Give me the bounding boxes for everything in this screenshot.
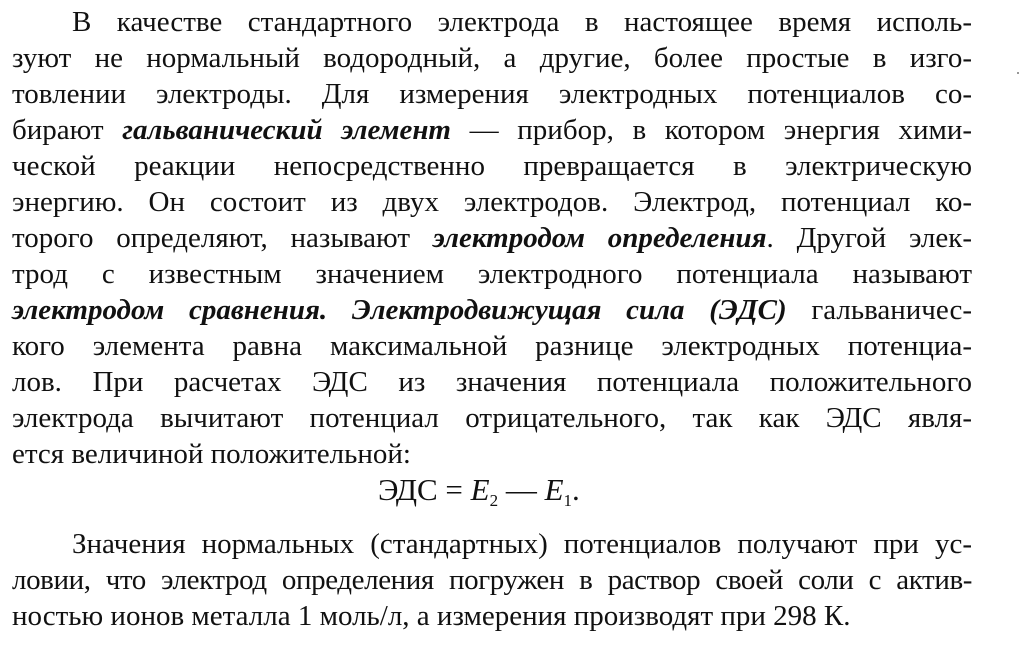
text-line: энергию. Он состоит из двух электродов. Электрод, потенциал ко- [12, 186, 972, 218]
text-line: ностью ионов металла 1 моль/л, а измерения производят при 298 К. [12, 600, 851, 632]
formula-var-e1: E [544, 472, 564, 507]
text-line: лов. При расчетах ЭДС из значения потенциала положительного [12, 366, 972, 398]
text-line: В качестве стандартного электрода в настоящее время исполь- [72, 6, 972, 38]
text-line [12, 220, 972, 256]
text-run: . [319, 294, 328, 326]
formula-var-e2: E [470, 472, 490, 507]
formula-sub-1: 1 [563, 491, 573, 510]
text-line: трод с известным значением электродного потенциала называют [12, 258, 972, 290]
formula-sub-2: 2 [489, 491, 499, 510]
formula-end: . [572, 472, 580, 507]
text-line: зуют не нормальный водородный, а другие, более простые в изго- [12, 42, 972, 74]
text-line: ется величиной положительной: [12, 438, 411, 470]
term-galvanic-cell: гальванический элемент [122, 114, 451, 146]
text-line [12, 292, 972, 328]
text-line: электрода вычитают потенциал отрицательного, так как ЭДС явля- [12, 402, 972, 434]
text-run: бирают [12, 114, 104, 146]
formula-lhs: ЭДС = [378, 472, 471, 507]
text-run: гальваничес- [811, 294, 973, 326]
text-run: — прибор, в котором энергия хими- [469, 114, 973, 146]
text-line: ловии, что электрод определения погружен в раствор своей соли с актив- [12, 564, 972, 596]
text-line [12, 112, 972, 148]
emf-formula [378, 470, 580, 521]
text-line: ческой реакции непосредственно превращается в электрическую [12, 150, 972, 182]
term-reference-electrode: электродом сравнения [12, 294, 320, 326]
text-run: торого определяют, называют [12, 222, 410, 254]
term-working-electrode: электродом определения [432, 222, 767, 254]
text-line: кого элемента равна максимальной разнице электродных потенциа- [12, 330, 972, 362]
text-run: . Другой элек- [766, 222, 972, 254]
term-emf: Электродвижущая сила (ЭДС) [351, 294, 787, 326]
scan-speck [1017, 72, 1019, 74]
formula-minus: — [498, 472, 545, 507]
text-line: товлении электроды. Для измерения электродных потенциалов со- [12, 78, 972, 110]
text-line: Значения нормальных (стандартных) потенциалов получают при ус- [72, 528, 972, 560]
